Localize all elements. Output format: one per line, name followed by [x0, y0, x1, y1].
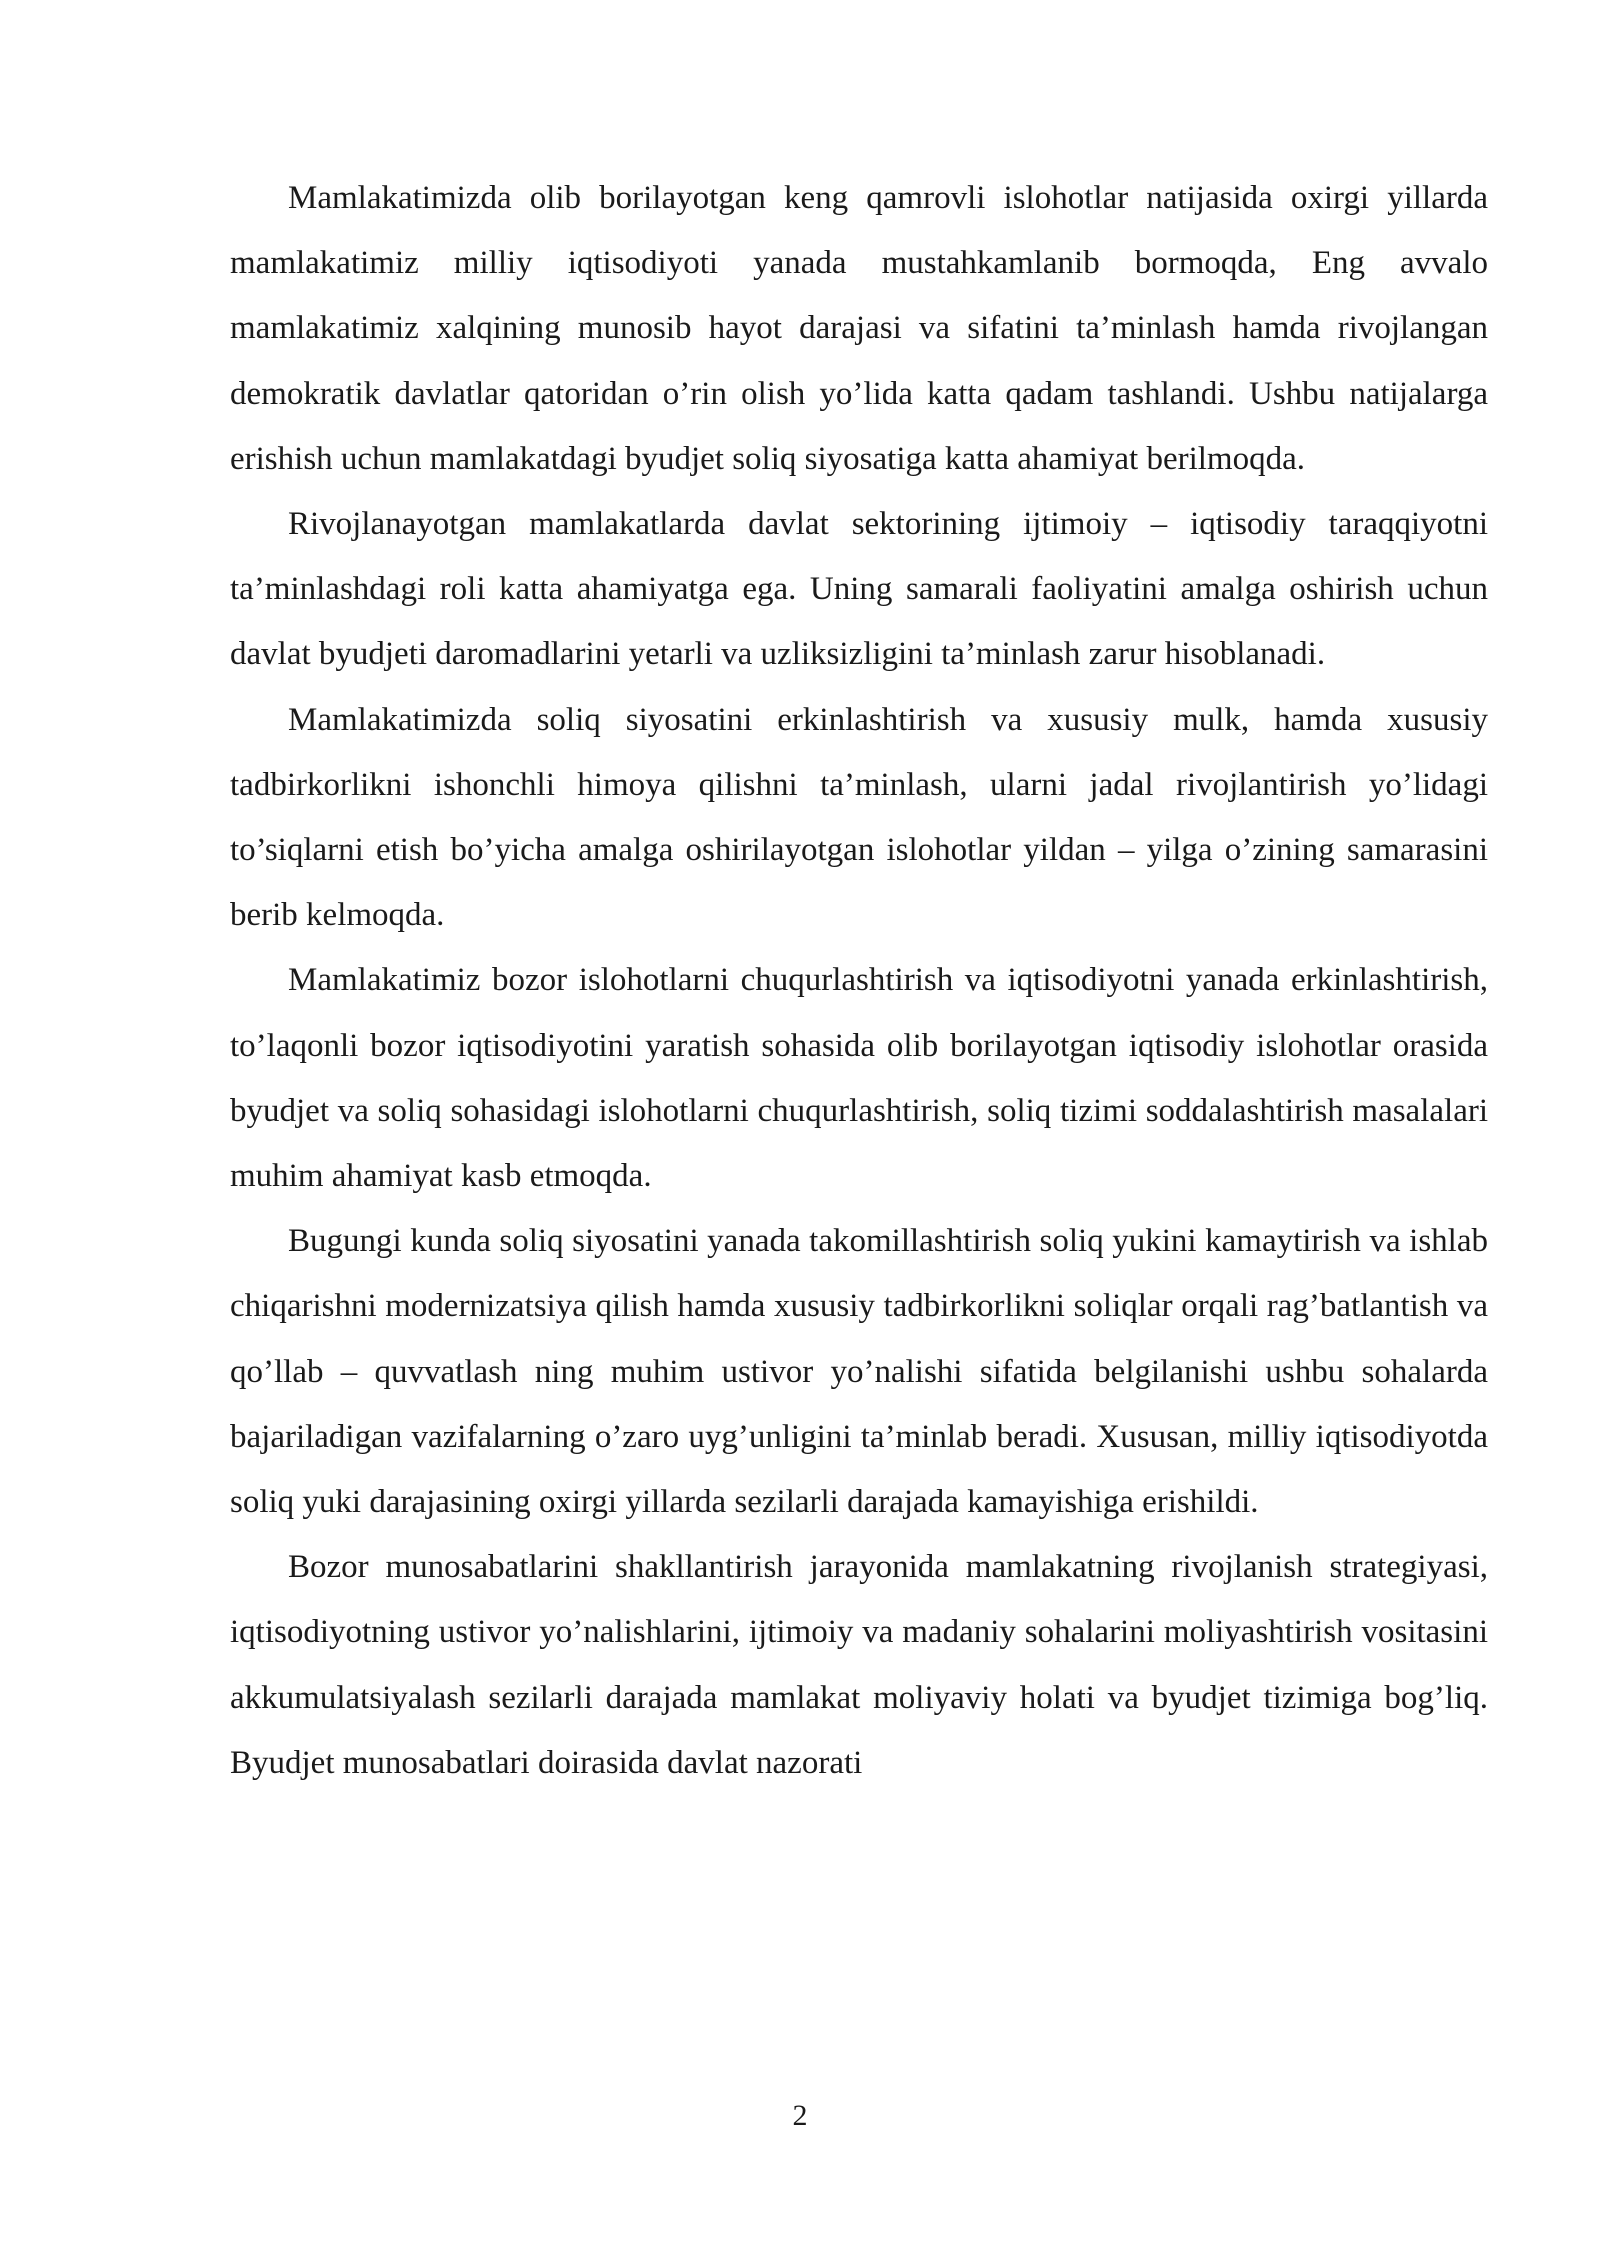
- paragraph-5: Bugungi kunda soliq siyosatini yanada takomillashtirish soliq yukini kamaytirish va ishlab chiqarishni modernizatsiya qilish hamda xususiy tadbirkorlikni soliqlar orqali rag’batlantish va qo’llab – quvvatlash ning muhim ustivor yo’nalishi sifatida belgilanishi ushbu sohalarda bajariladigan vazifalarning o’zaro uyg’unligini ta’minlab beradi. Xususan, milliy iqtisodiyotda soliq yuki darajasining oxirgi yillarda sezilarli darajada kamayishiga erishildi.: [230, 1223, 1488, 1521]
- paragraph-2: Rivojlanayotgan mamlakatlarda davlat sektorining ijtimoiy – iqtisodiy taraqqiyotni ta’minlashdagi roli katta ahamiyatga ega. Uning samarali faoliyatini amalga oshirish uchun davlat byudjeti daromadlarini yetarli va uzliksizligini ta’minlash zarur hisoblanadi.: [230, 506, 1488, 673]
- page-number: 2: [792, 2099, 808, 2132]
- body-text: [230, 166, 1488, 1796]
- paragraph-3: Mamlakatimizda soliq siyosatini erkinlashtirish va xususiy mulk, hamda xususiy tadbirkorlikni ishonchli himoya qilishni ta’minlash, ularni jadal rivojlantirish yo’lidagi to’siqlarni etish bo’yicha amalga oshirilayotgan islohotlar yildan – yilga o’zining samarasini berib kelmoqda.: [230, 701, 1488, 934]
- paragraph-1: Mamlakatimizda olib borilayotgan keng qamrovli islohotlar natijasida oxirgi yillarda mamlakatimiz milliy iqtisodiyoti yanada mustahkamlanib bormoqda, Eng avvalo mamlakatimiz xalqining munosib hayot darajasi va sifatini ta’minlash hamda rivojlangan demokratik davlatlar qatoridan o’rin olish yo’lida katta qadam tashlandi. Ushbu natijalarga erishish uchun mamlakatdagi byudjet soliq siyosatiga katta ahamiyat berilmoqda.: [230, 180, 1488, 477]
- paragraph-6: Bozor munosabatlarini shakllantirish jarayonida mamlakatning rivojlanish strategiyasi, iqtisodiyotning ustivor yo’nalishlarini, ijtimoiy va madaniy sohalarini moliyashtirish vositasini akkumulatsiyalash sezilarli darajada mamlakat moliyaviy holati va byudjet tizimiga bog’liq. Byudjet munosabatlari doirasida davlat nazorati: [230, 1549, 1488, 1781]
- paragraph-4: Mamlakatimiz bozor islohotlarni chuqurlashtirish va iqtisodiyotni yanada erkinlashtirish, to’laqonli bozor iqtisodiyotini yaratish sohasida olib borilayotgan iqtisodiy islohotlar orasida byudjet va soliq sohasidagi islohotlarni chuqurlashtirish, soliq tizimi soddalashtirish masalalari muhim ahamiyat kasb etmoqda.: [230, 962, 1488, 1195]
